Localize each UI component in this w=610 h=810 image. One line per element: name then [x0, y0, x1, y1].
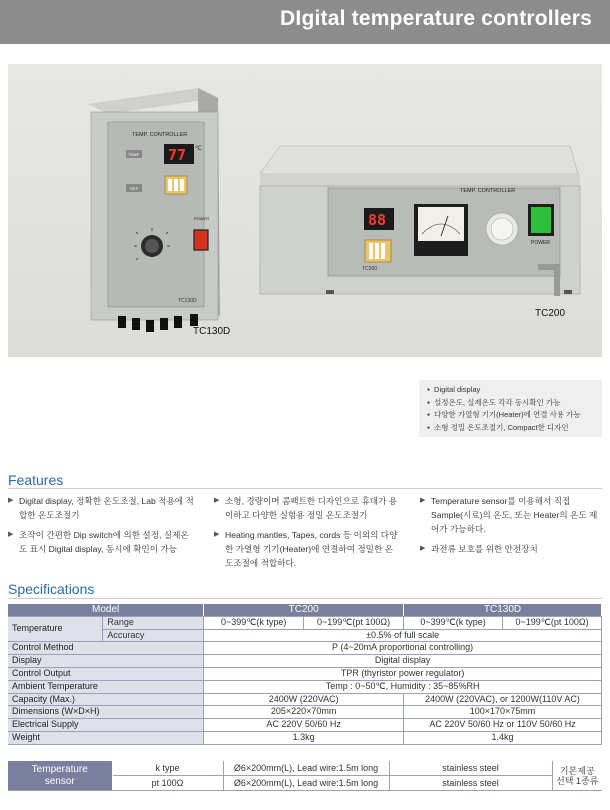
sensor-material: stainless steel — [389, 761, 552, 776]
range-label: Range — [103, 616, 204, 629]
tc200-panel-title: TEMP. CONTROLLER — [460, 188, 516, 194]
header-tc130d: TC130D — [404, 604, 602, 616]
row-label: Weight — [8, 731, 204, 744]
specifications-divider — [8, 598, 602, 599]
row-value: TPR (thyristor power regulator) — [204, 667, 602, 680]
feature-item: ▶ Temperature sensor를 이용해서 직접 Sample(시료)의 온도, 또는 Heater의 온도 제어가 가능하다. — [420, 494, 602, 536]
feature-item: ▶ 과전류 보호를 위한 안전장치 — [420, 542, 602, 556]
caption-tc200: TC200 — [535, 308, 566, 319]
row-label: Display — [8, 655, 204, 668]
features-column-1 — [8, 494, 194, 562]
table-row — [8, 655, 602, 668]
row-label: Electrical Supply — [8, 719, 204, 732]
row-label: Control Method — [8, 642, 204, 655]
sensor-note — [552, 761, 602, 791]
sensor-table — [8, 761, 602, 791]
tc130d-model-text: TC130D — [178, 298, 197, 304]
feature-item: ▶ 조작이 간편한 Dip switch에 의한 설정, 실제온도 표시 Digital display, 동시에 확인이 가능 — [8, 528, 194, 556]
table-row — [8, 680, 602, 693]
tc130d-temp-label: TEMP — [128, 152, 140, 157]
row-label: Ambient Temperature — [8, 680, 204, 693]
tc200-value: 1.3kg — [204, 731, 404, 744]
tc130d-value: 1.4kg — [404, 731, 602, 744]
feature-item: ▶ Digital display, 정확한 온도조절, Lab 적용에 적합한 온도조절기 — [8, 494, 194, 522]
tc130d-value: 100×170×75mm — [404, 706, 602, 719]
tc200-value: 205×220×70mm — [204, 706, 404, 719]
spec-header-row — [8, 604, 602, 616]
tc200-value: AC 220V 50/60 Hz — [204, 719, 404, 732]
table-row — [8, 719, 602, 732]
row-value: Digital display — [204, 655, 602, 668]
range-value: 0~399℃(k type) — [204, 616, 304, 629]
tc200-model-text: TC200 — [362, 266, 378, 272]
tc130d-panel-title: TEMP. CONTROLLER — [132, 132, 188, 138]
sensor-type: pt 100Ω — [112, 776, 223, 791]
sensor-spec: Ø6×200mm(L), Lead wire:1.5m long — [223, 776, 389, 791]
highlight-item: ● 설정온도, 실제온도 각각 동시확인 가능 — [427, 397, 602, 410]
sensor-material: stainless steel — [389, 776, 552, 791]
features-column-2 — [214, 494, 400, 576]
table-row — [8, 693, 602, 706]
table-row — [8, 667, 602, 680]
tc130d-power-label: POWER — [194, 216, 210, 221]
range-value: 0~199℃(pt 100Ω) — [503, 616, 602, 629]
header-tc200: TC200 — [204, 604, 404, 616]
tc130d-value: 2400W (220VAC), or 1200W(110V AC) — [404, 693, 602, 706]
temperature-label: Temperature — [8, 616, 103, 642]
highlight-item: ● 다양한 가열형 기기(Heater)에 연결 사용 가능 — [427, 409, 602, 422]
sensor-label-line2: sensor — [44, 775, 75, 787]
row-label: Control Output — [8, 667, 204, 680]
sensor-type: k type — [112, 761, 223, 776]
caption-tc130d: TC130D — [193, 326, 231, 337]
table-row — [8, 761, 602, 776]
feature-item: ▶ Heating mantles, Tapes, cords 등 이외의 다양한 가열형 기기(Heater)에 연결하여 정밀한 온도조절에 적합하다. — [214, 528, 400, 570]
row-label: Capacity (Max.) — [8, 693, 204, 706]
tc200-value: 2400W (220VAC) — [204, 693, 404, 706]
header-bar — [0, 0, 610, 44]
tc130d-value: AC 220V 50/60 Hz or 110V 50/60 Hz — [404, 719, 602, 732]
header-model: Model — [8, 604, 204, 616]
accuracy-label: Accuracy — [103, 629, 204, 642]
tc130d-display: 77 — [168, 146, 187, 164]
features-column-3 — [420, 494, 602, 562]
range-value: 0~199℃(pt 100Ω) — [304, 616, 404, 629]
highlight-item: ● Digital display — [427, 384, 602, 397]
table-row — [8, 616, 602, 629]
page-title: DIgital temperature controllers — [280, 7, 592, 30]
tc200-display: 88 — [368, 211, 387, 229]
specifications-heading: Specifications — [8, 581, 95, 597]
sensor-label-line1: Temperature — [31, 763, 88, 775]
tc130d-unit: ℃ — [195, 146, 202, 152]
table-row — [8, 706, 602, 719]
tc200-device — [260, 146, 580, 296]
range-value: 0~399℃(k type) — [404, 616, 503, 629]
tc130d-device — [88, 88, 220, 332]
tc200-power-label: POWER — [531, 240, 550, 246]
row-value: P (4~20mA proportional controlling) — [204, 642, 602, 655]
highlights-box — [419, 380, 602, 437]
table-row — [8, 731, 602, 744]
sensor-note-line1: 기본제공 — [559, 765, 595, 776]
product-photo — [8, 64, 602, 357]
accuracy-value: ±0.5% of full scale — [204, 629, 602, 642]
sensor-note-line2: 선택 1종류 — [556, 775, 599, 786]
sensor-spec: Ø6×200mm(L), Lead wire:1.5m long — [223, 761, 389, 776]
feature-item: ▶ 소형, 경량이며 콤팩트한 디자인으로 휴대가 용이하고 다양한 실험용 정밀 온도조절기 — [214, 494, 400, 522]
row-label: Dimensions (W×D×H) — [8, 706, 204, 719]
controllers-illustration — [8, 64, 602, 357]
row-value: Temp : 0~50℃, Humidity : 35~85%RH — [204, 680, 602, 693]
features-divider — [8, 488, 602, 489]
highlight-item: ● 소형 정밀 온도조절기, Compact한 디자인 — [427, 422, 602, 435]
table-row — [8, 642, 602, 655]
sensor-label — [8, 761, 112, 791]
tc130d-set-label: SET — [130, 186, 138, 191]
specifications-table — [8, 604, 602, 745]
features-heading: Features — [8, 472, 64, 488]
